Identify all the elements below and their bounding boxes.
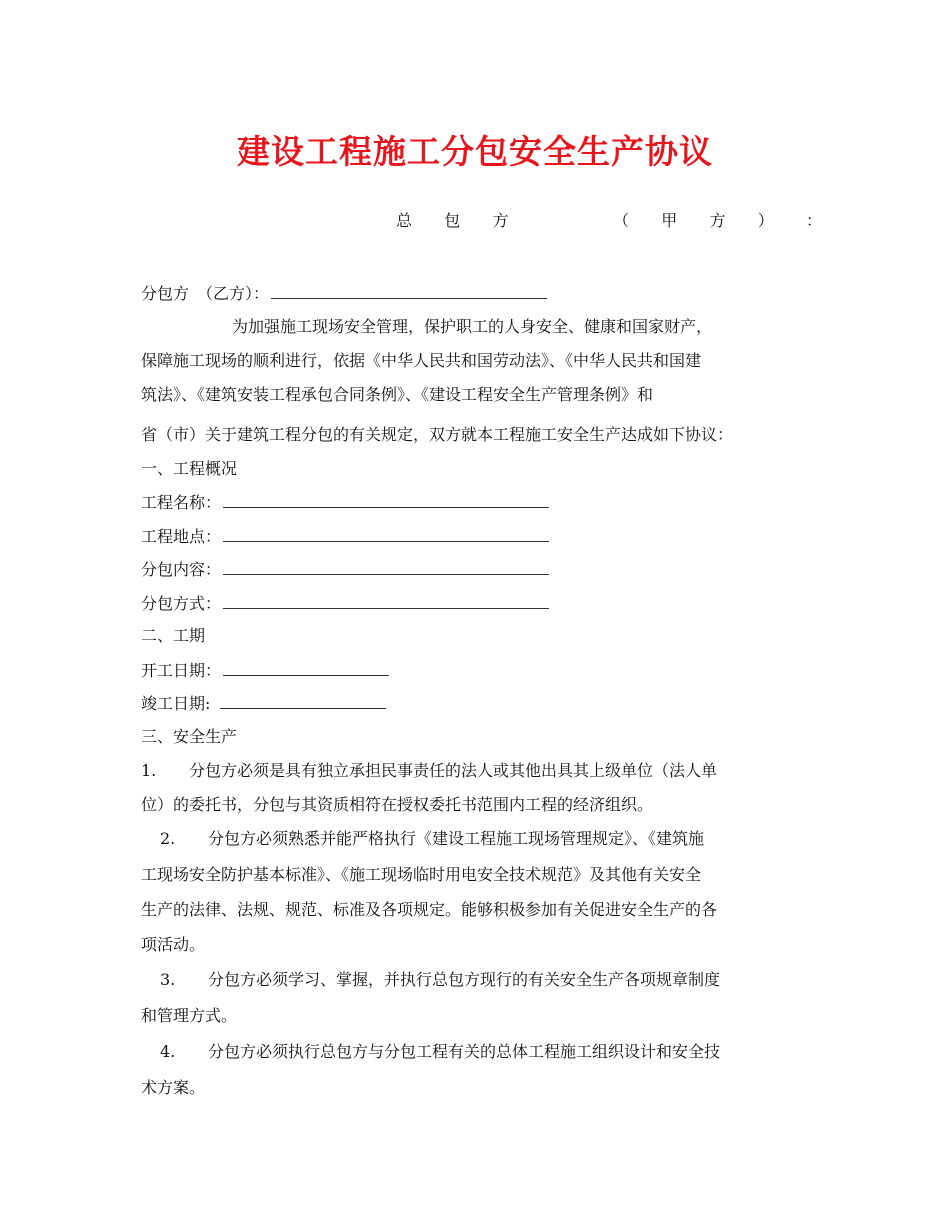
field-label: 分包内容：	[141, 560, 222, 579]
field-blank[interactable]	[223, 558, 549, 575]
end-date-row	[141, 692, 386, 715]
field-label: 分包方式：	[141, 594, 222, 613]
section-heading: 一、工程概况	[141, 459, 238, 478]
item-number: 4.	[160, 1042, 176, 1061]
field-label: 工程地点：	[141, 527, 222, 546]
field-blank[interactable]	[223, 659, 389, 676]
party-b-blank[interactable]	[271, 282, 547, 299]
subcontract-method-row	[141, 592, 549, 615]
subcontract-content-row	[141, 558, 549, 581]
intro-line: 保障施工现场的顺利进行，依据《中华人民共和国劳动法》、《中华人民共和国建	[141, 351, 702, 370]
safety-item-line: 项活动。	[141, 935, 206, 954]
party-a-char: 方	[492, 211, 509, 230]
intro-line: 省（市）关于建筑工程分包的有关规定，双方就本工程施工安全生产达成如下协议：	[141, 425, 734, 444]
field-blank[interactable]	[223, 491, 549, 508]
safety-item-line: 1. 分包方必须是具有独立承担民事责任的法人或其他出具其上级单位（法人单	[141, 761, 718, 780]
intro-line: 筑法》、《建筑安装工程承包合同条例》、《建设工程安全生产管理条例》和	[141, 385, 654, 404]
item-number: 1.	[141, 761, 157, 780]
party-a-char: ）	[757, 211, 774, 230]
party-a-line	[396, 210, 822, 232]
project-location-row	[141, 525, 549, 548]
page-title: 建设工程施工分包安全生产协议	[237, 132, 713, 171]
party-b-line	[141, 282, 547, 305]
party-a-char: 方	[709, 211, 726, 230]
safety-item-line: 位）的委托书，分包与其资质相符在授权委托书范围内工程的经济组织。	[141, 795, 654, 814]
section-heading: 三、安全生产	[141, 727, 238, 746]
party-a-char: 甲	[661, 211, 678, 230]
safety-item-line: 3. 分包方必须学习、掌握，并执行总包方现行的有关安全生产各项规章制度	[160, 970, 721, 989]
field-blank[interactable]	[220, 692, 386, 709]
safety-item-line: 2. 分包方必须熟悉并能严格执行《建设工程施工现场管理规定》、《建筑施	[160, 829, 705, 848]
field-label: 工程名称：	[141, 493, 222, 512]
safety-item-line: 术方案。	[141, 1078, 206, 1097]
item-number: 3.	[160, 970, 176, 989]
safety-item-line: 工现场安全防护基本标准》、《施工现场临时用电安全技术规范》及其他有关安全	[141, 865, 702, 884]
safety-item-line: 生产的法律、法规、规范、标准及各项规定。能够积极参加有关促进安全生产的各	[141, 900, 718, 919]
party-a-char: ：	[805, 211, 822, 230]
intro-line: 为加强施工现场安全管理，保护职工的人身安全、健康和国家财产，	[232, 317, 713, 336]
start-date-row	[141, 659, 389, 682]
field-label: 竣工日期:	[141, 694, 211, 713]
item-number: 2.	[160, 829, 176, 848]
field-blank[interactable]	[223, 525, 549, 542]
safety-item-line: 和管理方式。	[141, 1006, 238, 1025]
field-label: 开工日期：	[141, 661, 222, 680]
field-blank[interactable]	[223, 592, 549, 609]
party-a-char: 总	[396, 211, 413, 230]
section-heading: 二、工期	[141, 626, 206, 645]
party-a-char: 包	[444, 211, 461, 230]
project-name-row	[141, 491, 549, 514]
party-a-char: （	[612, 211, 629, 230]
safety-item-line: 4. 分包方必须执行总包方与分包工程有关的总体工程施工组织设计和安全技	[160, 1042, 721, 1061]
party-b-label: 分包方 （乙方）：	[141, 284, 270, 303]
